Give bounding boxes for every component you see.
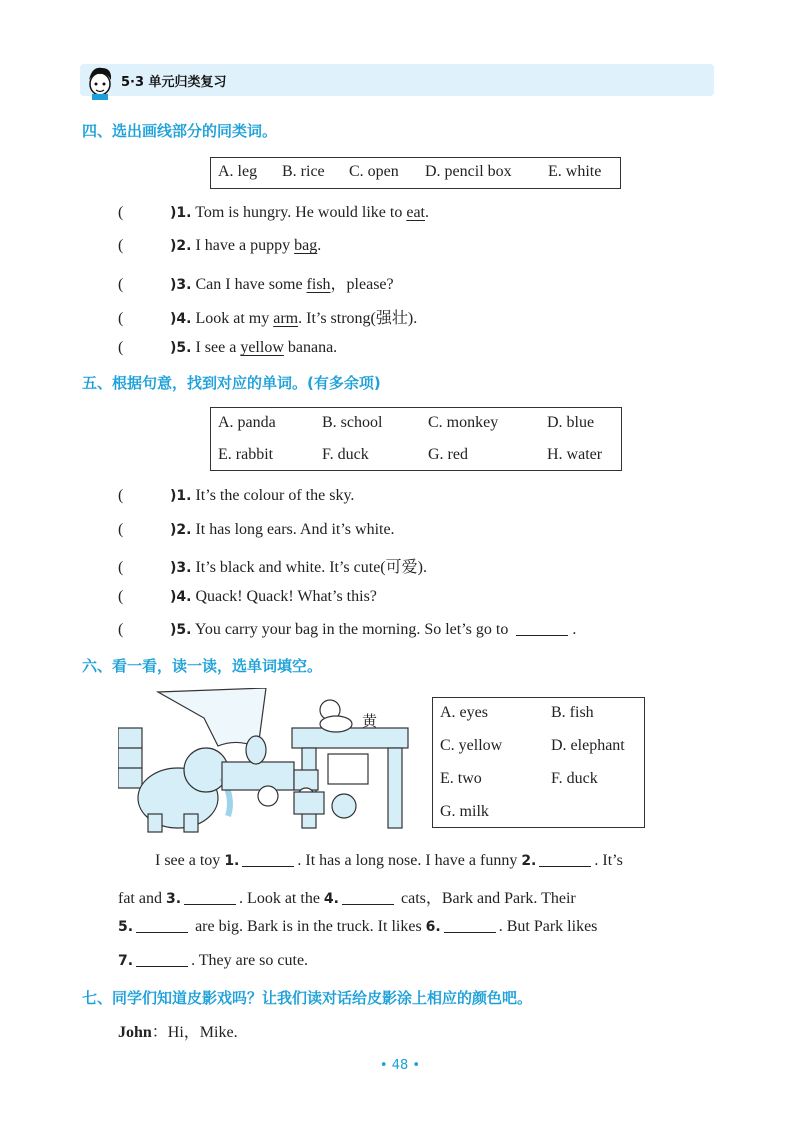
picture-label: 黄 <box>362 712 378 730</box>
option-item: B. fish <box>551 704 594 721</box>
dialogue-line: John：Hi，Mike. <box>118 1024 238 1041</box>
header-title: 5·3 单元归类复习 <box>121 75 227 90</box>
section4-option-box <box>210 157 621 189</box>
answer-blank[interactable] <box>516 634 568 636</box>
section6-title: 六、看一看，读一读，选单词填空。 <box>82 657 323 675</box>
answer-slot[interactable]: ( <box>118 559 124 576</box>
section5-option-box <box>210 407 622 471</box>
passage-line: fat and 3. . Look at the 4. cats，Bark and Park. Their <box>118 890 576 907</box>
option-item: A. leg <box>218 163 258 180</box>
option-item: E. white <box>548 163 602 180</box>
answer-slot[interactable]: ( <box>118 339 124 356</box>
speaker-name: John <box>118 1024 152 1041</box>
option-item: C. open <box>349 163 399 180</box>
option-item: F. duck <box>322 446 369 463</box>
option-item: A. panda <box>218 414 276 431</box>
passage-line: I see a toy 1. . It has a long nose. I have a funny 2. . It’s <box>155 852 623 869</box>
page-number: • 48 • <box>379 1058 421 1073</box>
section6-option-box <box>432 697 645 828</box>
option-item: D. blue <box>547 414 595 431</box>
answer-slot[interactable]: ( <box>118 310 124 327</box>
question-row: ( )3. It’s black and white. It’s cute(可爱). <box>118 559 427 576</box>
option-item: F. duck <box>551 770 598 787</box>
option-item: C. yellow <box>440 737 503 754</box>
answer-blank[interactable] <box>342 903 394 905</box>
answer-slot[interactable]: ( <box>118 621 124 638</box>
passage-line: 5. are big. Bark is in the truck. It likes 6. . But Park likes <box>118 918 598 935</box>
answer-slot[interactable]: ( <box>118 487 124 504</box>
mascot-icon <box>80 60 120 100</box>
option-item: B. school <box>322 414 383 431</box>
question-row: ( )4. Look at my arm. It’s strong(强壮). <box>118 310 418 327</box>
question-row: ( )2. I have a puppy bag. <box>118 237 322 254</box>
question-row: ( )2. It has long ears. And it’s white. <box>118 521 395 538</box>
option-item: G. red <box>428 446 468 463</box>
option-item: D. elephant <box>551 737 625 754</box>
section4-title: 四、选出画线部分的同类词。 <box>82 122 278 140</box>
answer-slot[interactable]: ( <box>118 588 124 605</box>
answer-slot[interactable]: ( <box>118 521 124 538</box>
answer-blank[interactable] <box>242 865 294 867</box>
answer-blank[interactable] <box>444 931 496 933</box>
section7-title: 七、同学们知道皮影戏吗？让我们读对话给皮影涂上相应的颜色吧。 <box>82 989 533 1007</box>
option-item: B. rice <box>282 163 325 180</box>
option-item: H. water <box>547 446 603 463</box>
question-row: ( )1. It’s the colour of the sky. <box>118 487 355 504</box>
option-item: A. eyes <box>440 704 488 721</box>
option-item: G. milk <box>440 803 489 820</box>
answer-slot[interactable]: ( <box>118 204 124 221</box>
section5-title: 五、根据句意，找到对应的单词。(有多余项) <box>82 374 381 392</box>
answer-slot[interactable]: ( <box>118 237 124 254</box>
answer-slot[interactable]: ( <box>118 276 124 293</box>
option-item: D. pencil box <box>425 163 512 180</box>
option-item: E. rabbit <box>218 446 274 463</box>
question-row: ( )5. I see a yellow banana. <box>118 339 338 356</box>
option-item: E. two <box>440 770 482 787</box>
question-row: ( )3. Can I have some fish，please? <box>118 276 394 293</box>
question-row: ( )4. Quack! Quack! What’s this? <box>118 588 377 605</box>
answer-blank[interactable] <box>136 965 188 967</box>
answer-blank[interactable] <box>136 931 188 933</box>
answer-blank[interactable] <box>184 903 236 905</box>
question-row: ( )1. Tom is hungry. He would like to eat. <box>118 204 429 221</box>
answer-blank[interactable] <box>539 865 591 867</box>
toy-scene-illustration <box>118 688 418 838</box>
option-item: C. monkey <box>428 414 499 431</box>
passage-line: 7. . They are so cute. <box>118 952 309 969</box>
question-row: ( )5. You carry your bag in the morning. So let’s go to . <box>118 621 577 638</box>
